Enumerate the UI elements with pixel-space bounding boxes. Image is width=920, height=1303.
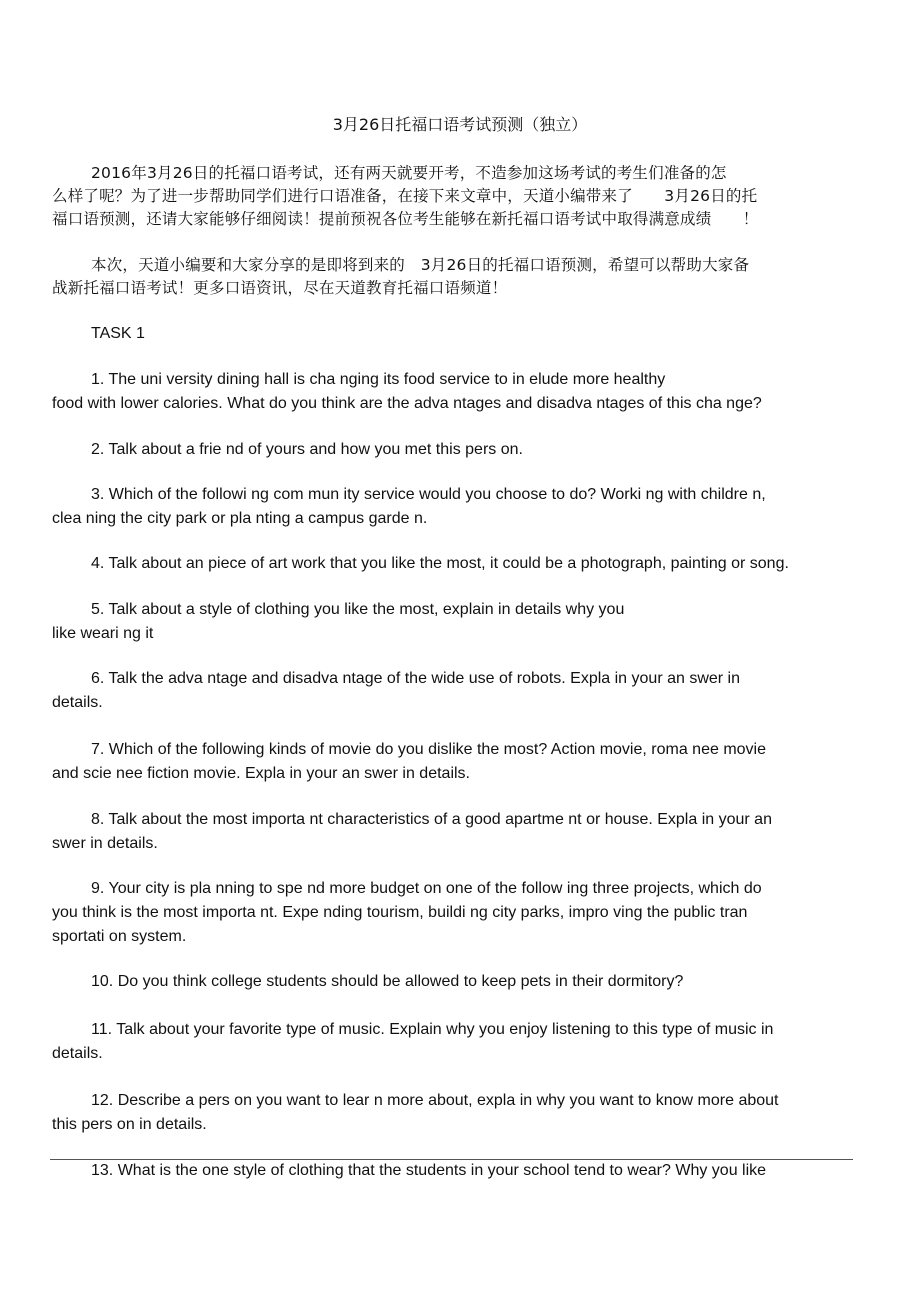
text-line: 本次，天道小编要和大家分享的是即将到来的 3月26日的托福口语预测，希望可以帮助大家备 <box>91 256 750 274</box>
text-line: 2016年3月26日的托福口语考试，还有两天就要开考，不造参加这场考试的考生们准备的怎 <box>91 164 727 182</box>
text-line: this pers on in details. <box>52 1116 207 1133</box>
text-line: like weari ng it <box>52 625 154 642</box>
text-line: 1. The uni versity dining hall is cha nging its food service to in elude more healthy <box>91 371 666 388</box>
question-item <box>52 970 852 994</box>
text-line: 11. Talk about your favorite type of music. Explain why you enjoy listening to this type of music in <box>91 1021 774 1038</box>
text-line: you think is the most importa nt. Expe nding tourism, buildi ng city parks, impro ving the public tran <box>52 904 748 921</box>
text-line: 4. Talk about an piece of art work that you like the most, it could be a photograph, painting or song. <box>91 555 789 572</box>
text-line: 2. Talk about a frie nd of yours and how you met this pers on. <box>91 441 523 458</box>
text-line: swer in details. <box>52 835 158 852</box>
question-item <box>52 808 852 856</box>
question-item <box>52 438 852 462</box>
question-item <box>52 1089 852 1137</box>
text-line: food with lower calories. What do you think are the adva ntages and disadva ntages of this cha nge? <box>52 395 762 412</box>
text-line: clea ning the city park or pla nting a campus garde n. <box>52 510 428 527</box>
question-item <box>52 1018 852 1066</box>
task-heading: TASK 1 <box>91 325 145 342</box>
text-line: 6. Talk the adva ntage and disadva ntage of the wide use of robots. Expla in your an swer in <box>91 670 741 687</box>
text-line: and scie nee fiction movie. Expla in your an swer in details. <box>52 765 470 782</box>
intro-paragraph-2 <box>52 254 852 300</box>
text-line: 5. Talk about a style of clothing you like the most, explain in details why you <box>91 601 625 618</box>
text-line: details. <box>52 694 103 711</box>
text-line: 7. Which of the following kinds of movie do you dislike the most? Action movie, roma nee movie <box>91 741 766 758</box>
question-item <box>52 552 852 576</box>
text-line: 8. Talk about the most importa nt characteristics of a good apartme nt or house. Expla in your an <box>91 811 772 828</box>
text-line: 9. Your city is pla nning to spe nd more budget on one of the follow ing three projects, which do <box>91 880 762 897</box>
question-item <box>52 598 852 646</box>
text-line: 战新托福口语考试！更多口语资讯，尽在天道教育托福口语频道！ <box>52 279 508 297</box>
question-item <box>52 738 852 786</box>
text-line: 3. Which of the followi ng com mun ity service would you choose to do? Worki ng with childre n, <box>91 486 766 503</box>
question-item <box>52 1159 852 1183</box>
text-line: details. <box>52 1045 103 1062</box>
intro-paragraph-1 <box>52 162 852 231</box>
question-item <box>52 667 852 715</box>
text-line: 福口语预测，还请大家能够仔细阅读！提前预祝各位考生能够在新托福口语考试中取得满意成绩 ！ <box>52 210 759 228</box>
question-item <box>52 368 852 416</box>
text-line: sportati on system. <box>52 928 187 945</box>
question-item <box>52 877 852 949</box>
text-line: 10. Do you think college students should be allowed to keep pets in their dormitory? <box>91 973 684 990</box>
text-line: 12. Describe a pers on you want to lear n more about, expla in why you want to know more about <box>91 1092 779 1109</box>
text-line: 13. What is the one style of clothing that the students in your school tend to wear? Why you like <box>91 1162 767 1179</box>
page-title: 3月26日托福口语考试预测（独立） <box>332 115 588 134</box>
text-line: 么样了呢？为了进一步帮助同学们进行口语准备，在接下来文章中，天道小编带来了 3月26日的托 <box>52 187 758 205</box>
question-item <box>52 483 852 531</box>
